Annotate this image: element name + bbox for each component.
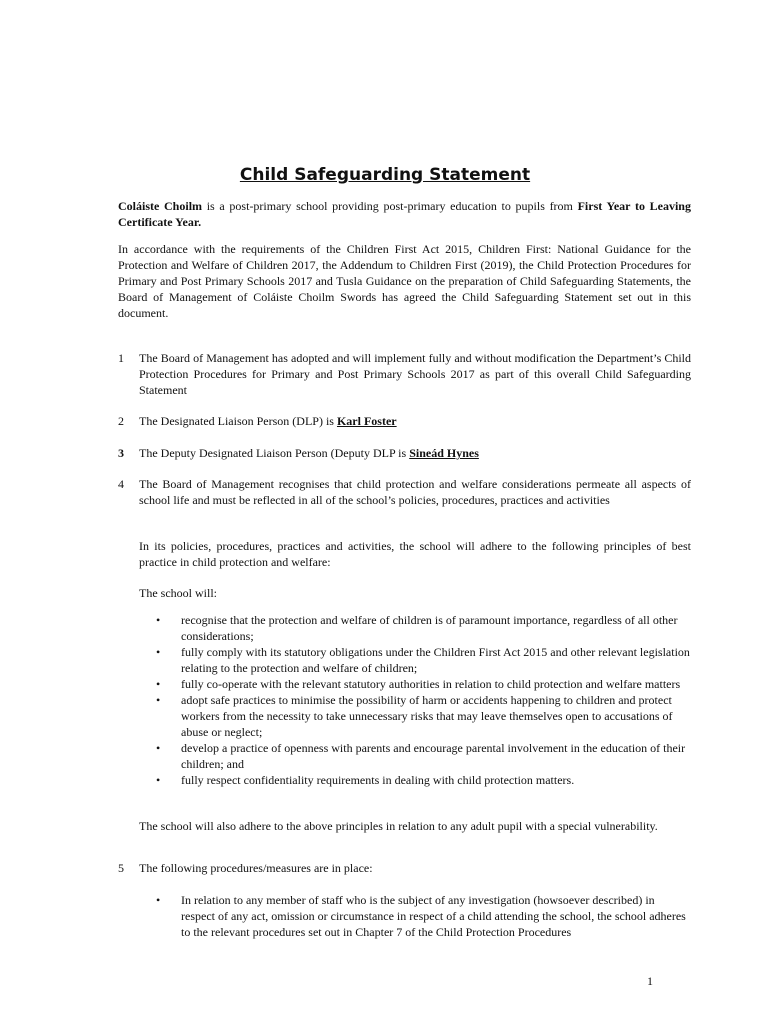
school-will-lead-in: The school will:: [139, 586, 217, 600]
deputy-dlp-label: The Deputy Designated Liaison Person (Deputy DLP is: [139, 446, 410, 460]
list-item: [156, 892, 691, 940]
bullet-icon: •: [156, 677, 161, 691]
list-item: [156, 644, 691, 676]
item-text: The Board of Management recognises that child protection and welfare considerations permeate all aspects of school life and must be reflected in all of the school’s policies, procedures, practices and activities: [139, 477, 691, 507]
year-range: First Year to Leaving Certificate Year.: [118, 199, 691, 229]
procedures-list: [156, 892, 691, 940]
item-number: 3: [118, 446, 124, 460]
dlp-name: Karl Foster: [336, 414, 397, 428]
list-item: [156, 772, 691, 788]
item-text: [139, 445, 691, 461]
bullet-text: recognise that the protection and welfare of children is of paramount importance, regardless of all other considerations;: [181, 613, 678, 643]
bullet-text: fully respect confidentiality requirements in dealing with child protection matters.: [181, 773, 575, 787]
item-number: 1: [118, 351, 124, 365]
intro-paragraph: [118, 198, 691, 230]
item-text: The Board of Management has adopted and will implement fully and without modification the Department’s Child Protection Procedures for Primary and Post Primary Schools 2017 as part of this overall Child Safeguarding Statement: [139, 351, 691, 397]
deputy-dlp-name: Sineád Hynes: [409, 446, 479, 460]
page-number: 1: [647, 974, 653, 988]
bullet-text: In relation to any member of staff who is the subject of any investigation (howsoever described) in respect of any act, omission or circumstance in respect of a child attending the school, the school adheres to the relevant procedures set out in Chapter 7 of the Child Protection Procedures: [181, 893, 686, 939]
intro-text: is a post-primary school providing post-primary education to pupils from: [202, 199, 578, 213]
item-number: 2: [118, 414, 124, 428]
list-item: [156, 692, 691, 740]
bullet-text: develop a practice of openness with parents and encourage parental involvement in the education of their children; and: [181, 741, 686, 771]
item-text: The following procedures/measures are in place:: [139, 861, 373, 875]
page-title: Child Safeguarding Statement: [239, 165, 531, 185]
principles-paragraph: In its policies, procedures, practices and activities, the school will adhere to the following principles of best practice in child protection and welfare:: [139, 539, 691, 569]
item-number: 4: [118, 477, 124, 491]
principles-list: [156, 612, 691, 788]
accordance-paragraph: In accordance with the requirements of the Children First Act 2015, Children First: National Guidance for the Protection and Welfare of Children 2017, the Addendum to Children First (2019), the Child Protection Procedures for Primary and Post Primary Schools 2017 and Tusla Guidance on the preparation of Child Safeguarding Statements, the Board of Management of Coláiste Choilm Swords has agreed the Child Safeguarding Statement set out in this document.: [118, 242, 691, 320]
bullet-text: adopt safe practices to minimise the possibility of harm or accidents happening to children and protect workers from the necessity to take unnecessary risks that may leave themselves open to accusations of abuse or neglect;: [181, 693, 673, 739]
bullet-icon: •: [156, 773, 161, 787]
list-item: [156, 740, 691, 772]
bullet-icon: •: [156, 693, 161, 707]
bullet-icon: •: [156, 893, 161, 907]
dlp-label: The Designated Liaison Person (DLP) is: [139, 414, 337, 428]
item-number: 5: [118, 861, 124, 875]
bullet-icon: •: [156, 741, 161, 755]
item-text: [139, 413, 691, 429]
bullet-text: fully comply with its statutory obligations under the Children First Act 2015 and other relevant legislation relating to the protection and welfare of children;: [181, 645, 690, 675]
bullet-icon: •: [156, 645, 161, 659]
school-name: Coláiste Choilm: [118, 199, 203, 213]
bullet-icon: •: [156, 613, 161, 627]
list-item: [156, 612, 691, 644]
list-item: [156, 676, 691, 692]
adult-pupil-paragraph: The school will also adhere to the above principles in relation to any adult pupil with a special vulnerability.: [139, 819, 658, 833]
bullet-text: fully co-operate with the relevant statutory authorities in relation to child protection and welfare matters: [181, 677, 681, 691]
